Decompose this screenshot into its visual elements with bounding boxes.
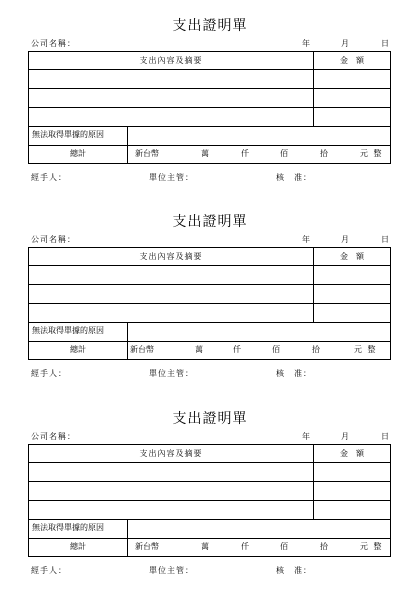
column-divider (127, 126, 128, 145)
row-divider (29, 462, 390, 463)
date-day-label: 日 (381, 39, 389, 48)
supervisor-label: 單位主管： (149, 173, 194, 182)
unit-hundred: 佰 (272, 345, 280, 354)
expense-voucher-form-2 (0, 196, 420, 392)
row-divider (29, 69, 390, 70)
expense-table (28, 444, 391, 557)
handler-label: 經手人： (31, 173, 67, 182)
unit-ten-thousand: 萬 (201, 542, 209, 551)
row-divider (29, 538, 390, 539)
supervisor-label: 單位主管： (149, 566, 194, 575)
amount-header: 金 額 (340, 56, 364, 65)
form-title: 支出證明單 (172, 214, 248, 230)
unit-ten: 拾 (312, 345, 320, 354)
column-divider (313, 52, 314, 126)
content-header: 支出內容及摘要 (139, 56, 203, 65)
row-divider (29, 265, 390, 266)
unit-ten-thousand: 萬 (195, 345, 203, 354)
row-divider (29, 341, 390, 342)
company-name-label: 公司名稱： (31, 432, 76, 441)
currency-label: 新台幣 (130, 345, 154, 354)
no-receipt-reason-label: 無法取得單據的原因 (32, 523, 104, 532)
currency-label: 新台幣 (135, 149, 159, 158)
column-divider (127, 322, 128, 341)
row-divider (29, 107, 390, 108)
no-receipt-reason-label: 無法取得單據的原因 (32, 326, 104, 335)
row-divider (29, 88, 390, 89)
handler-label: 經手人： (31, 369, 67, 378)
date-year-label: 年 (302, 432, 310, 441)
unit-ten: 拾 (320, 542, 328, 551)
column-divider (127, 519, 128, 538)
date-day-label: 日 (381, 432, 389, 441)
unit-thousand: 仟 (241, 542, 249, 551)
handler-label: 經手人： (31, 566, 67, 575)
row-divider (29, 500, 390, 501)
content-header: 支出內容及摘要 (139, 252, 203, 261)
content-header: 支出內容及摘要 (139, 449, 203, 458)
company-name-label: 公司名稱： (31, 235, 76, 244)
form-title: 支出證明單 (172, 18, 248, 34)
total-label: 總計 (70, 149, 86, 158)
amount-header: 金 額 (340, 449, 364, 458)
form-title: 支出證明單 (172, 411, 248, 427)
date-year-label: 年 (302, 235, 310, 244)
date-month-label: 月 (341, 432, 349, 441)
unit-thousand: 仟 (233, 345, 241, 354)
row-divider (29, 145, 390, 146)
supervisor-label: 單位主管： (149, 369, 194, 378)
column-divider (313, 445, 314, 519)
unit-hundred: 佰 (280, 149, 288, 158)
company-name-label: 公司名稱： (31, 39, 76, 48)
expense-voucher-form-1 (0, 0, 420, 196)
amount-header: 金 額 (340, 252, 364, 261)
unit-thousand: 仟 (241, 149, 249, 158)
date-day-label: 日 (381, 235, 389, 244)
total-label: 總計 (70, 542, 86, 551)
column-divider (127, 341, 128, 360)
currency-label: 新台幣 (135, 542, 159, 551)
row-divider (29, 481, 390, 482)
approver-label: 核 准： (276, 173, 312, 182)
unit-dollar-even: 元 整 (360, 542, 382, 551)
unit-hundred: 佰 (280, 542, 288, 551)
row-divider (29, 284, 390, 285)
no-receipt-reason-label: 無法取得單據的原因 (32, 130, 104, 139)
approver-label: 核 准： (276, 369, 312, 378)
date-year-label: 年 (302, 39, 310, 48)
column-divider (127, 538, 128, 557)
unit-ten: 拾 (320, 149, 328, 158)
expense-table (28, 51, 391, 164)
expense-voucher-form-3 (0, 393, 420, 589)
unit-dollar-even: 元 整 (354, 345, 376, 354)
row-divider (29, 303, 390, 304)
unit-ten-thousand: 萬 (201, 149, 209, 158)
row-divider (29, 519, 390, 520)
expense-table (28, 247, 391, 360)
total-label: 總計 (70, 345, 86, 354)
row-divider (29, 322, 390, 323)
date-month-label: 月 (341, 39, 349, 48)
column-divider (127, 145, 128, 164)
approver-label: 核 准： (276, 566, 312, 575)
date-month-label: 月 (341, 235, 349, 244)
row-divider (29, 126, 390, 127)
column-divider (313, 248, 314, 322)
unit-dollar-even: 元 整 (360, 149, 382, 158)
